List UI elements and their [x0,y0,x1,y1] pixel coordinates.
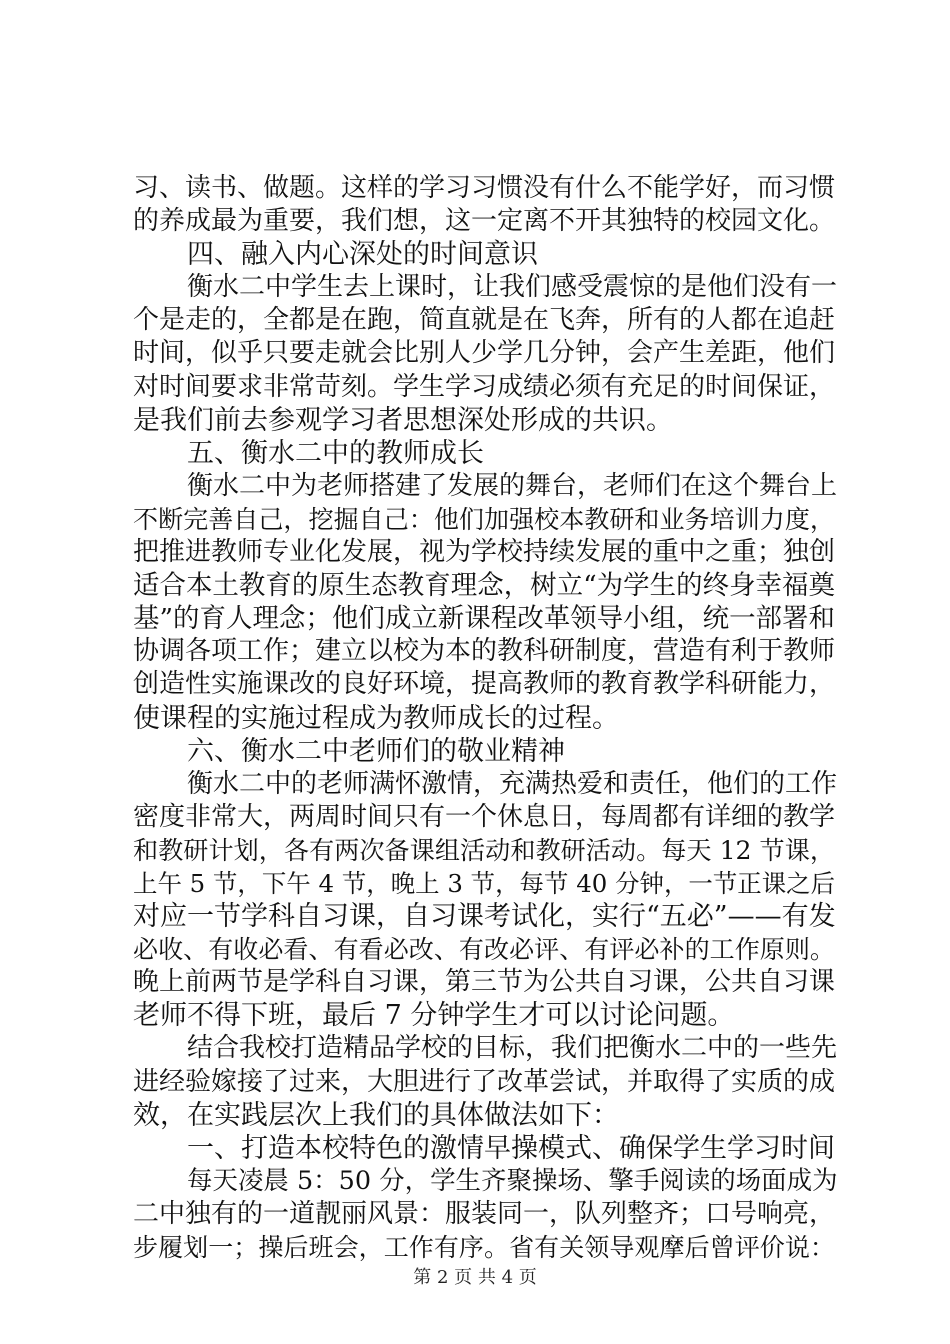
text-line: 进经验嫁接了过来，大胆进行了改革尝试，并取得了实质的成 [133,1066,836,1097]
text-line: 必收、有收必看、有看必改、有改必评、有评必补的工作原则。 [133,935,835,965]
text-line: 六、衡水二中老师们的敬业精神 [187,735,565,767]
text-line: 创造性实施课改的良好环境，提高教师的教育教学科研能力， [133,669,836,700]
text-line: 结合我校打造精品学校的目标，我们把衡水二中的一些先 [187,1033,838,1064]
text-line: 和教研计划，各有两次备课组活动和教研活动。每天 12 节课， [133,835,835,865]
text-line: 密度非常大，两周时间只有一个休息日，每周都有详细的教学 [133,801,836,832]
text-line: 衡水二中学生去上课时，让我们感受震惊的是他们没有一 [187,272,838,303]
text-line: 对应一节学科自习课，自习课考试化，实行“五必”——有发 [133,901,836,933]
text-line: 四、融入内心深处的时间意识 [187,239,538,271]
text-line: 适合本土教育的原生态教育理念，树立“为学生的终身幸福奠 [133,570,835,602]
text-line: 时间，似乎只要走就会比别人少学几分钟，会产生差距，他们 [133,338,836,369]
text-line: 晚上前两节是学科自习课，第三节为公共自习课，公共自习课 [133,967,836,998]
text-line: 步履划一；操后班会，工作有序。省有关领导观摩后曾评价说： [133,1233,835,1262]
text-line: 个是走的，全都是在跑，简直就是在飞奔，所有的人都在追赶 [133,305,836,336]
text-line: 的养成最为重要，我们想，这一定离不开其独特的校园文化。 [133,206,836,237]
text-line: 习、读书、做题。这样的学习习惯没有什么不能学好，而习惯 [133,173,836,203]
text-line: 效，在实践层次上我们的具体做法如下： [133,1099,619,1131]
text-line: 把推进教师专业化发展，视为学校持续发展的重中之重；独创 [133,537,836,568]
text-line: 一、打造本校特色的激情早操模式、确保学生学习时间 [187,1132,835,1164]
text-line: 衡水二中为老师搭建了发展的舞台，老师们在这个舞台上 [187,470,838,501]
text-line: 使课程的实施过程成为教师成长的过程。 [133,702,619,734]
text-line: 上午 5 节，下午 4 节，晚上 3 节，每节 40 分钟，一节正课之后 [133,868,835,898]
text-line: 五、衡水二中的教师成长 [187,437,484,469]
text-line: 二中独有的一道靓丽风景：服装同一，队列整齐；口号响亮， [133,1198,836,1229]
text-line: 不断完善自己，挖掘自己：他们加强校本教研和业务培训力度， [133,504,835,534]
text-line: 基”的育人理念；他们成立新课程改革领导小组，统一部署和 [133,603,835,635]
text-line: 衡水二中的老师满怀激情，充满热爱和责任，他们的工作 [187,768,838,799]
text-line: 老师不得下班，最后 7 分钟学生才可以讨论问题。 [133,1000,735,1032]
text-line: 是我们前去参观学习者思想深处形成的共识。 [133,404,673,436]
page-footer: 第 2 页 共 4 页 [413,1267,537,1288]
text-line: 对时间要求非常苛刻。学生学习成绩必须有充足的时间保证， [133,371,836,402]
text-line: 每天凌晨 5：50 分，学生齐聚操场、擎手阅读的场面成为 [187,1165,838,1196]
body-text [133,172,838,1264]
text-line: 协调各项工作；建立以校为本的教科研制度，营造有利于教师 [133,636,836,667]
